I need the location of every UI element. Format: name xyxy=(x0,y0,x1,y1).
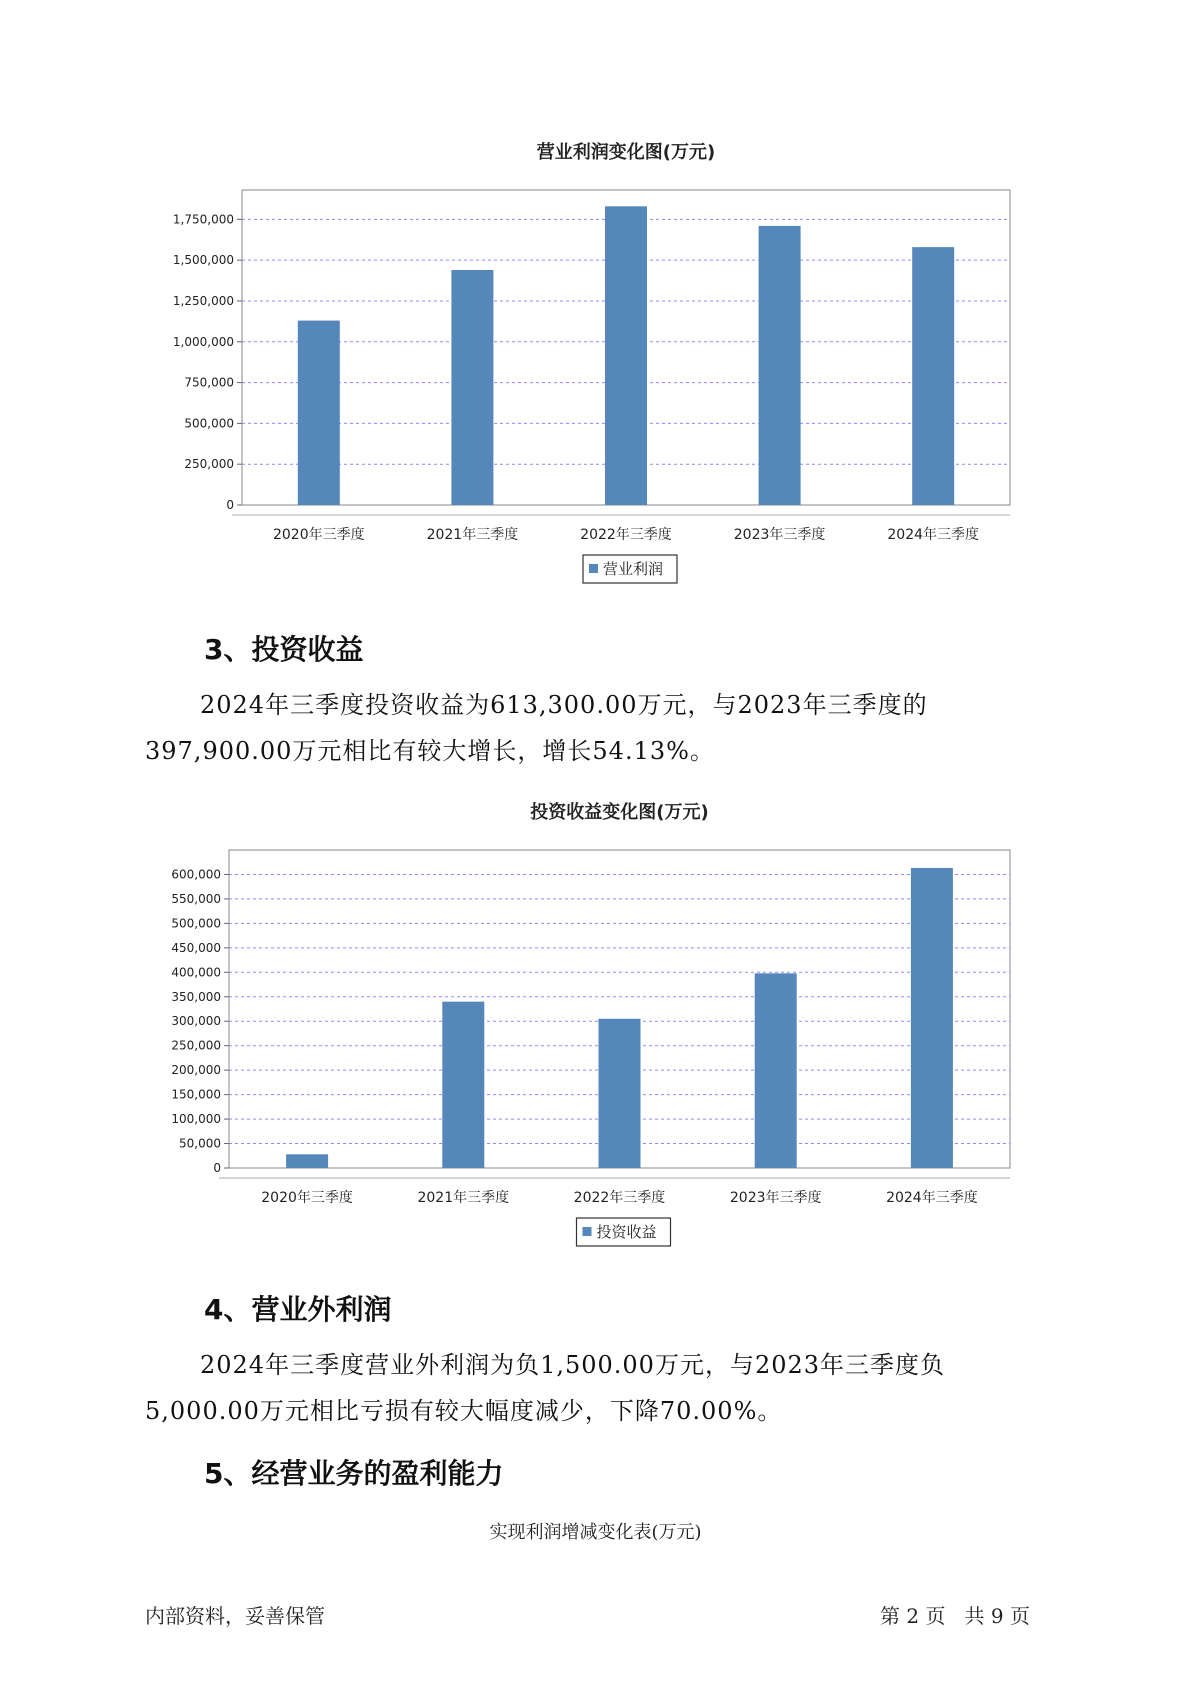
y-tick-label: 1,250,000 xyxy=(172,293,234,308)
y-tick-label: 1,000,000 xyxy=(172,334,234,349)
footer-page-number: 第 2 页 共 9 页 xyxy=(880,1604,1030,1628)
y-tick-label: 550,000 xyxy=(171,891,221,906)
y-tick-label: 1,750,000 xyxy=(172,212,234,227)
x-tick-label: 2024年三季度 xyxy=(887,527,980,543)
legend-swatch xyxy=(583,1227,592,1236)
bar xyxy=(286,1154,328,1168)
bar xyxy=(912,247,954,505)
investment-income-chart xyxy=(0,800,1191,1240)
operating-profit-chart xyxy=(0,140,1191,580)
bar xyxy=(759,226,801,505)
bar xyxy=(451,270,493,505)
y-tick-label: 0 xyxy=(226,498,234,512)
bar xyxy=(442,1002,484,1168)
section-heading-investment-income: 3、投资收益 xyxy=(204,633,364,666)
table-caption: 实现利润增减变化表(万元) xyxy=(489,1522,702,1543)
y-tick-label: 250,000 xyxy=(171,1038,221,1053)
x-tick-label: 2023年三季度 xyxy=(729,1190,822,1206)
y-tick-label: 200,000 xyxy=(171,1063,221,1078)
legend-label: 投资收益 xyxy=(596,1223,657,1241)
y-tick-label: 600,000 xyxy=(171,867,221,882)
y-tick-label: 500,000 xyxy=(171,916,221,931)
footer-confidential-note: 内部资料，妥善保管 xyxy=(145,1604,325,1628)
y-tick-label: 300,000 xyxy=(171,1014,221,1029)
x-tick-label: 2022年三季度 xyxy=(573,1190,666,1206)
section-heading-operating-profitability: 5、经营业务的盈利能力 xyxy=(204,1457,504,1490)
x-tick-label: 2022年三季度 xyxy=(580,527,672,543)
y-tick-label: 150,000 xyxy=(171,1087,221,1102)
y-tick-label: 750,000 xyxy=(184,375,234,390)
y-tick-label: 500,000 xyxy=(184,416,234,431)
chart-title: 营业利润变化图(万元) xyxy=(536,142,716,163)
x-tick-label: 2023年三季度 xyxy=(733,527,826,543)
x-tick-label: 2020年三季度 xyxy=(272,527,365,543)
bar xyxy=(911,868,953,1168)
bar xyxy=(298,321,340,505)
x-tick-label: 2020年三季度 xyxy=(261,1190,353,1206)
bar xyxy=(605,206,647,505)
y-tick-label: 50,000 xyxy=(179,1136,221,1151)
y-tick-label: 1,500,000 xyxy=(172,253,234,268)
x-tick-label: 2024年三季度 xyxy=(886,1190,978,1206)
legend-label: 营业利润 xyxy=(603,560,664,578)
y-tick-label: 400,000 xyxy=(171,965,221,980)
y-tick-label: 450,000 xyxy=(171,940,221,955)
chart-title: 投资收益变化图(万元) xyxy=(530,802,709,823)
y-tick-label: 350,000 xyxy=(171,989,221,1004)
y-tick-label: 0 xyxy=(213,1161,221,1175)
bar xyxy=(599,1019,641,1168)
legend-swatch xyxy=(589,564,598,573)
y-tick-label: 100,000 xyxy=(171,1112,221,1127)
x-tick-label: 2021年三季度 xyxy=(426,527,519,543)
section-heading-non-operating-profit: 4、营业外利润 xyxy=(204,1293,392,1326)
non-operating-profit-paragraph: 2024年三季度营业外利润为负1,500.00万元，与2023年三季度负5,000.00万元相比亏损有较大幅度减少，下降70.00%。 xyxy=(145,1351,946,1425)
bar xyxy=(755,973,797,1168)
x-tick-label: 2021年三季度 xyxy=(417,1190,510,1206)
investment-income-paragraph: 2024年三季度投资收益为613,300.00万元，与2023年三季度的397,900.00万元相比有较大增长，增长54.13%。 xyxy=(145,691,928,765)
y-tick-label: 250,000 xyxy=(184,457,234,472)
